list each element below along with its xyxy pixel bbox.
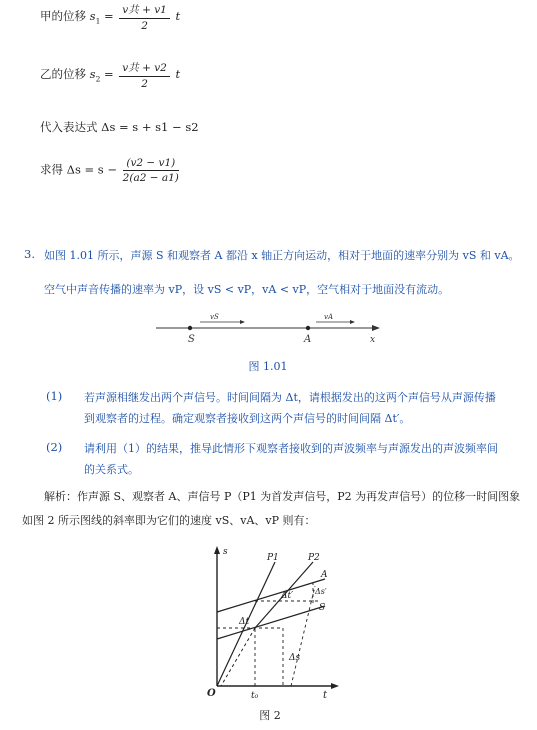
label-A2: A bbox=[321, 570, 328, 580]
formula-result-denominator: 2(a2 − a1) bbox=[122, 172, 179, 184]
source-point bbox=[188, 326, 192, 330]
figure-2 bbox=[195, 544, 345, 700]
label-dsp: Δs′ bbox=[315, 587, 327, 596]
formula-s1-fraction bbox=[119, 2, 170, 32]
source-velocity-head bbox=[240, 320, 245, 324]
formula-result-lhs: Δs = s − bbox=[66, 162, 118, 177]
q1-line-1: 若声源相继发出两个声信号。时间间隔为 Δt，请根据发出的这两个声信号从声源传播 bbox=[84, 391, 496, 404]
formula-result bbox=[40, 157, 181, 184]
formula-s1-tail: t bbox=[175, 9, 181, 23]
formula-s1-denominator: 2 bbox=[141, 20, 148, 32]
label-dt: Δt bbox=[239, 617, 250, 627]
formula-s1-lhs: s bbox=[89, 9, 96, 23]
solution-line-1: 解析：作声源 S、观察者 A、声信号 P（P1 为首发声信号，P2 为再发声信号）的位移一时间图象 bbox=[44, 490, 521, 503]
formula-s2: 乙的位移 $s_2$ = $\frac{\text{v共 + v2}}{2}$ t bbox=[40, 62, 181, 90]
label-O: O bbox=[207, 688, 216, 699]
line-S bbox=[217, 606, 325, 639]
problem-line-1: 如图 1.01 所示，声源 S 和观察者 A 都沿 x 轴正方向运动，相对于地面的速率分别为 vS 和 vA。 bbox=[44, 249, 520, 262]
formula-s2-sub: 2 bbox=[95, 74, 101, 84]
formula-s2-tail: t bbox=[175, 67, 181, 81]
q2-line-2: 的关系式。 bbox=[84, 463, 139, 476]
q2-line-1: 请利用（1）的结果，推导此情形下观察者接收到的声波频率与声源发出的声波频率间 bbox=[84, 442, 498, 455]
t-axis-arrow bbox=[331, 683, 339, 689]
formula-result-numerator: (v2 − v1) bbox=[123, 157, 179, 171]
figure-2-caption: 图 2 bbox=[259, 709, 281, 722]
label-P1: P1 bbox=[267, 553, 279, 563]
label-t0: t₀ bbox=[251, 691, 259, 700]
formula-delta: 代入表达式 Δs = s + s1 − s2 bbox=[40, 120, 199, 134]
label-vA: vA bbox=[324, 313, 334, 321]
formula-s1-numerator: v共 + v1 bbox=[119, 2, 170, 19]
observer-point bbox=[306, 326, 310, 330]
label-A: A bbox=[304, 334, 312, 345]
problem-line-2: 空气中声音传播的速率为 vP，设 vS < vP，vA < vP，空气相对于地面没有流动。 bbox=[44, 283, 450, 296]
label-P2: P2 bbox=[308, 553, 320, 563]
label-ds: Δs bbox=[289, 653, 301, 663]
label-S2: S bbox=[319, 603, 326, 613]
label-S: S bbox=[188, 334, 195, 345]
formula-s2-denominator: 2 bbox=[141, 78, 148, 90]
label-vS: vS bbox=[210, 313, 219, 321]
formula-s2-label: 乙的位移 bbox=[40, 67, 86, 81]
figure-1-01 bbox=[150, 310, 390, 346]
formula-s2-fraction bbox=[119, 60, 170, 90]
s-axis-arrow bbox=[214, 546, 220, 554]
formula-s1-sub: 1 bbox=[95, 16, 101, 26]
solution-line-2: 如图 2 所示图线的斜率即为它们的速度 vS、vA、vP 则有： bbox=[22, 514, 316, 527]
x-axis-arrow bbox=[372, 325, 380, 331]
label-s: s bbox=[223, 547, 228, 557]
formula-result-label: 求得 bbox=[40, 162, 63, 177]
line-A bbox=[217, 579, 325, 612]
q2-number: (2) bbox=[46, 440, 63, 454]
label-x: x bbox=[370, 335, 376, 345]
q1-number: (1) bbox=[46, 389, 63, 403]
label-t: t bbox=[323, 690, 328, 700]
problem-number: 3. bbox=[24, 247, 35, 261]
figure-1-01-caption: 图 1.01 bbox=[248, 360, 288, 373]
label-dtp: Δt′ bbox=[281, 591, 294, 601]
formula-result-fraction bbox=[123, 157, 179, 184]
q1-line-2: 到观察者的过程。确定观察者接收到这两个声信号的时间间隔 Δt′。 bbox=[84, 412, 411, 425]
formula-s2-lhs: s bbox=[89, 67, 96, 81]
formula-s2-numerator: v共 + v2 bbox=[119, 60, 170, 77]
observer-velocity-head bbox=[350, 320, 355, 324]
formula-s1: 甲的位移 $s_1$ = $\frac{\text{v共 + v1}}{2}$ t bbox=[40, 4, 181, 32]
formula-s1-label: 甲的位移 bbox=[40, 9, 86, 23]
